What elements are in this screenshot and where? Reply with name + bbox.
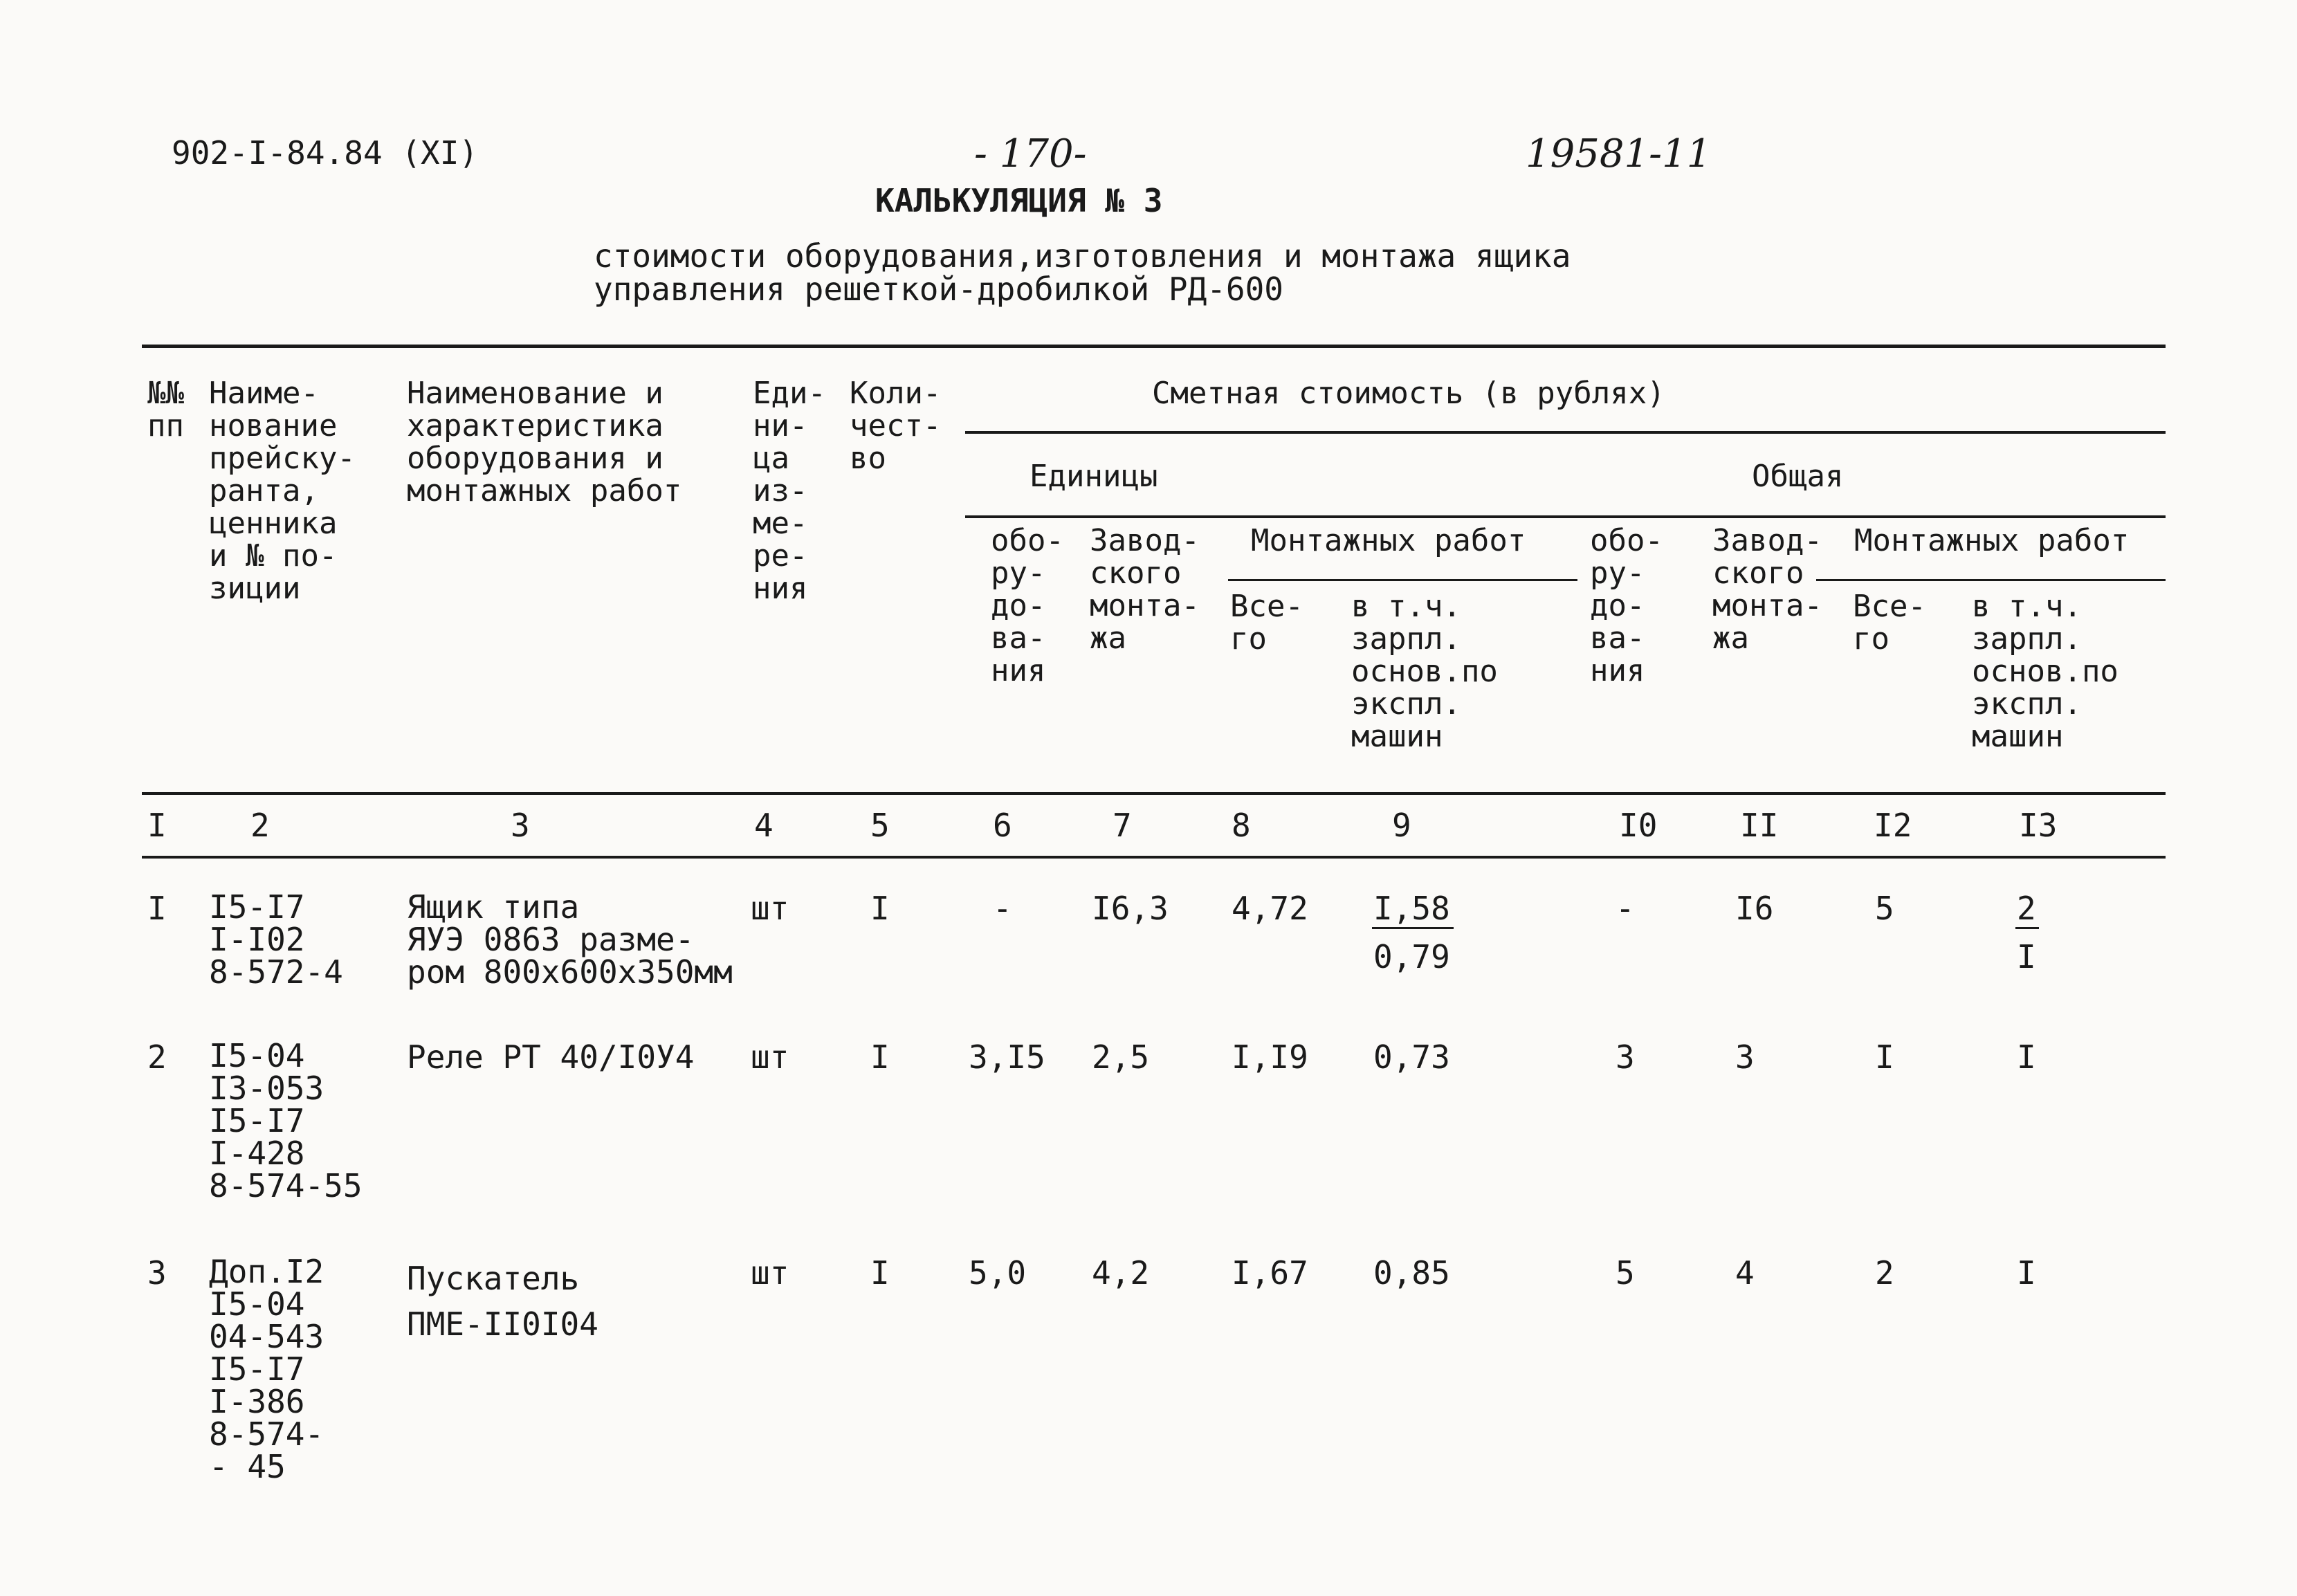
row-item-name: Пускатель ПМЕ-II0I04	[407, 1260, 598, 1343]
col-number-2: 2	[250, 807, 270, 844]
row-unit: шт	[751, 890, 789, 927]
row-total-mounting-all: 5	[1875, 890, 1894, 927]
row-unit-mounting-incl-top: I,58	[1373, 890, 1450, 927]
rule-under-subgroups	[965, 515, 2166, 518]
fraction-line	[2015, 927, 2039, 929]
row-unit-factory: 4,2	[1092, 1254, 1150, 1292]
rule-total-mounting	[1816, 579, 2166, 581]
row-total-factory: 4	[1735, 1254, 1755, 1292]
row-unit-mounting-incl-top: 0,85	[1373, 1254, 1450, 1292]
subtitle-line-1: стоимости оборудования,изготовления и монтажа ящика	[594, 237, 1571, 275]
row-unit-mounting-all: 4,72	[1232, 890, 1308, 927]
header-unit-equipment: обо- ру- до- ва- ния	[991, 523, 1064, 688]
row-total-factory: 3	[1735, 1038, 1755, 1076]
row-total-mounting-incl-top: I	[2017, 1038, 2036, 1076]
header-total-mounting-incl: в т.ч. зарпл. основ.по экспл. машин	[1972, 589, 2118, 754]
col-number-6: 6	[993, 807, 1012, 844]
header-total-mounting: Монтажных работ	[1854, 523, 2130, 558]
header-pricelist: Наиме- нование прейску- ранта, ценника и № по- зиции	[209, 376, 356, 606]
row-quantity: I	[870, 1038, 890, 1076]
row-pricelist-codes: I5-I7 I-I02 8-572-4	[209, 888, 343, 991]
col-number-5: 5	[870, 807, 890, 844]
header-name: Наименование и характеристика оборудования и монтажных работ	[407, 376, 682, 508]
row-pricelist-codes: Доп.I2 I5-04 04-543 I5-I7 I-386 8-574- - 45	[209, 1253, 324, 1485]
col-number-12: I2	[1874, 807, 1912, 844]
col-number-13: I3	[2019, 807, 2058, 844]
header-row-number: №№ пп	[147, 376, 184, 443]
row-total-equipment: 3	[1616, 1038, 1635, 1076]
rule-under-main-group	[965, 431, 2166, 434]
col-number-7: 7	[1113, 807, 1132, 844]
header-quantity: Коли- чест- во	[850, 376, 942, 476]
col-number-3: 3	[511, 807, 530, 844]
row-unit: шт	[751, 1254, 789, 1292]
col-number-1: I	[147, 807, 167, 844]
page-title: КАЛЬКУЛЯЦИЯ № 3	[875, 182, 1163, 219]
subtitle-line-2: управления решеткой-дробилкой РД-600	[594, 270, 1283, 308]
row-unit-mounting-incl-top: 0,73	[1373, 1038, 1450, 1076]
header-unit-mounting: Монтажных работ	[1251, 523, 1526, 558]
col-number-10: I0	[1619, 807, 1658, 844]
row-quantity: I	[870, 890, 890, 927]
row-unit-mounting-incl-bottom: 0,79	[1373, 938, 1450, 975]
row-number: I	[147, 890, 167, 927]
row-unit-equipment: -	[993, 890, 1012, 927]
reference-number: 19581-11	[1526, 131, 1712, 176]
row-unit-factory: 2,5	[1092, 1038, 1150, 1076]
row-total-mounting-incl-top: 2	[2017, 890, 2036, 927]
row-total-equipment: 5	[1616, 1254, 1635, 1292]
col-number-4: 4	[754, 807, 774, 844]
row-total-mounting-all: I	[1875, 1038, 1894, 1076]
row-total-mounting-all: 2	[1875, 1254, 1894, 1292]
page-number: - 170-	[974, 131, 1087, 176]
col-number-9: 9	[1392, 807, 1411, 844]
header-total-cost: Общая	[1752, 459, 1844, 494]
row-number: 3	[147, 1254, 167, 1292]
header-estimated-cost: Сметная стоимость (в рублях)	[1152, 376, 1665, 411]
col-number-8: 8	[1232, 807, 1251, 844]
fraction-line	[1372, 927, 1454, 929]
document-code: 902-I-84.84 (XI)	[172, 134, 479, 172]
row-number: 2	[147, 1038, 167, 1076]
row-unit-mounting-all: I,67	[1232, 1254, 1308, 1292]
row-unit-equipment: 5,0	[969, 1254, 1027, 1292]
header-total-equipment: обо- ру- до- ва- ния	[1590, 523, 1663, 688]
header-unit-cost: Единицы	[1029, 459, 1158, 494]
row-item-name: Реле РТ 40/I0У4	[407, 1038, 695, 1076]
col-number-11: II	[1740, 807, 1779, 844]
rule-below-col-numbers	[142, 856, 2166, 859]
row-total-equipment: -	[1616, 890, 1635, 927]
row-unit-mounting-all: I,I9	[1232, 1038, 1308, 1076]
header-unit: Еди- ни- ца из- ме- ре- ния	[753, 376, 826, 606]
row-unit-equipment: 3,I5	[969, 1038, 1045, 1076]
row-quantity: I	[870, 1254, 890, 1292]
row-unit-factory: I6,3	[1092, 890, 1169, 927]
rule-unit-mounting	[1228, 579, 1577, 581]
table-top-rule	[142, 345, 2166, 348]
row-total-mounting-incl-bottom: I	[2017, 938, 2036, 975]
row-total-factory: I6	[1735, 890, 1774, 927]
header-total-factory: Завод- ского монта- жа	[1712, 523, 1822, 656]
row-pricelist-codes: I5-04 I3-053 I5-I7 I-428 8-574-55	[209, 1037, 363, 1204]
header-unit-mounting-all: Все- го	[1230, 589, 1303, 657]
row-item-name: Ящик типа ЯУЭ 0863 разме- ром 800х600х350мм	[407, 888, 733, 991]
header-unit-factory: Завод- ского монта- жа	[1090, 523, 1200, 656]
header-total-mounting-all: Все- го	[1853, 589, 1926, 657]
header-unit-mounting-incl: в т.ч. зарпл. основ.по экспл. машин	[1351, 589, 1498, 754]
rule-above-col-numbers	[142, 792, 2166, 795]
row-unit: шт	[751, 1038, 789, 1076]
row-total-mounting-incl-top: I	[2017, 1254, 2036, 1292]
